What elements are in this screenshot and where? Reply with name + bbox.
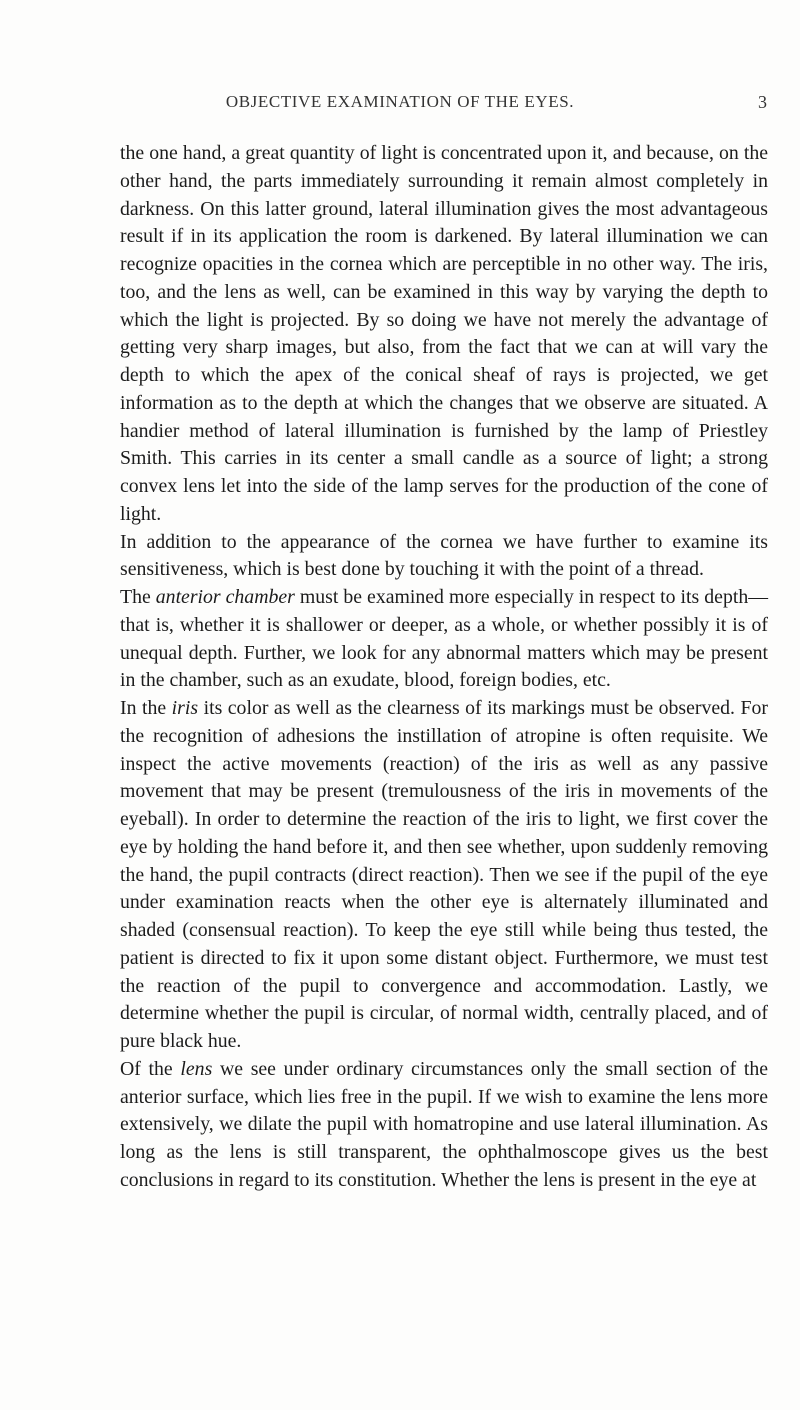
term-anterior-chamber: anterior chamber (155, 586, 295, 608)
running-title: OBJECTIVE EXAMINATION OF THE EYES. (225, 92, 575, 111)
running-head (0, 92, 800, 116)
paragraph-cornea-sensitiveness (120, 529, 768, 585)
page-number: 3 (758, 92, 767, 112)
paragraph-lateral-illumination (120, 140, 768, 529)
paragraph-text: In addition to the appearance of the cornea we have further to examine its sensitiveness, which is best done by touching it with the point of a thread. (120, 530, 768, 581)
paragraph-lead: The (120, 586, 156, 608)
paragraph-text: we see under ordinary circumstances only the small section of the anterior surface, which lies free in the pupil. If we wish to examine the lens more extensively, we dilate the pupil with homatropine and use lateral illumination. As long as the lens is still transparent, the ophthalmoscope gives us the best conclusions in regard to its constitution. Whether the lens is present in the eye at (120, 1057, 769, 1191)
paragraph-lead: In the (120, 697, 172, 719)
paragraph-anterior-chamber (120, 584, 768, 695)
term-iris: iris (171, 697, 199, 719)
body-text (120, 140, 768, 1195)
term-lens: lens (180, 1057, 213, 1080)
paragraph-text: its color as well as the clearness of its markings must be observed. For the recognition of adhesions the instillation of atropine is often requisite. We inspect the active movements (reaction) of the iris as well as any passive movement that may be present (tremulousness of the iris in movements of the eyeball). In order to determine the reaction of the iris to light, we first cover the eye by holding the hand before it, and then see whether, upon suddenly removing the hand, the pupil contracts (direct reaction). Then we see if the pupil of the eye under examination reacts when the other eye is alternately illuminated and shaded (consensual reaction). To keep the eye still while being thus tested, the patient is directed to fix it upon some distant object. Furthermore, we must test the reaction of the pupil to convergence and accommodation. Lastly, we determine whether the pupil is circular, of normal width, centrally placed, and of pure black hue. (120, 697, 768, 1052)
paragraph-iris (120, 695, 768, 1056)
paragraph-text: the one hand, a great quantity of light is concentrated upon it, and because, on the other hand, the parts immediately surrounding it remain almost completely in darkness. On this latter ground, lateral illumination gives the most advantageous result if in its application the room is darkened. By lateral illumination we can recognize opacities in the cornea which are perceptible in no other way. The iris, too, and the lens as well, can be examined in this way by varying the depth to which the light is projected. By so doing we have not merely the advantage of getting very sharp images, but also, from the fact that we can at will vary the depth to which the apex of the conical sheaf of rays is projected, we get information as to the depth at which the changes that we observe are situated. A handier method of lateral illumination is furnished by the lamp of Priestley Smith. This carries in its center a small candle as a source of light; a strong convex lens let into the side of the lamp serves for the production of the cone of light. (120, 142, 768, 525)
paragraph-lens (120, 1056, 768, 1195)
paragraph-text: must be examined more especially in respect to its depth—that is, whether it is shallower or deeper, as a whole, or whether possibly it is of unequal depth. Further, we look for any abnormal matters which may be present in the chamber, such as an exudate, blood, foreign bodies, etc. (120, 586, 768, 692)
paragraph-lead: Of the (120, 1057, 181, 1080)
